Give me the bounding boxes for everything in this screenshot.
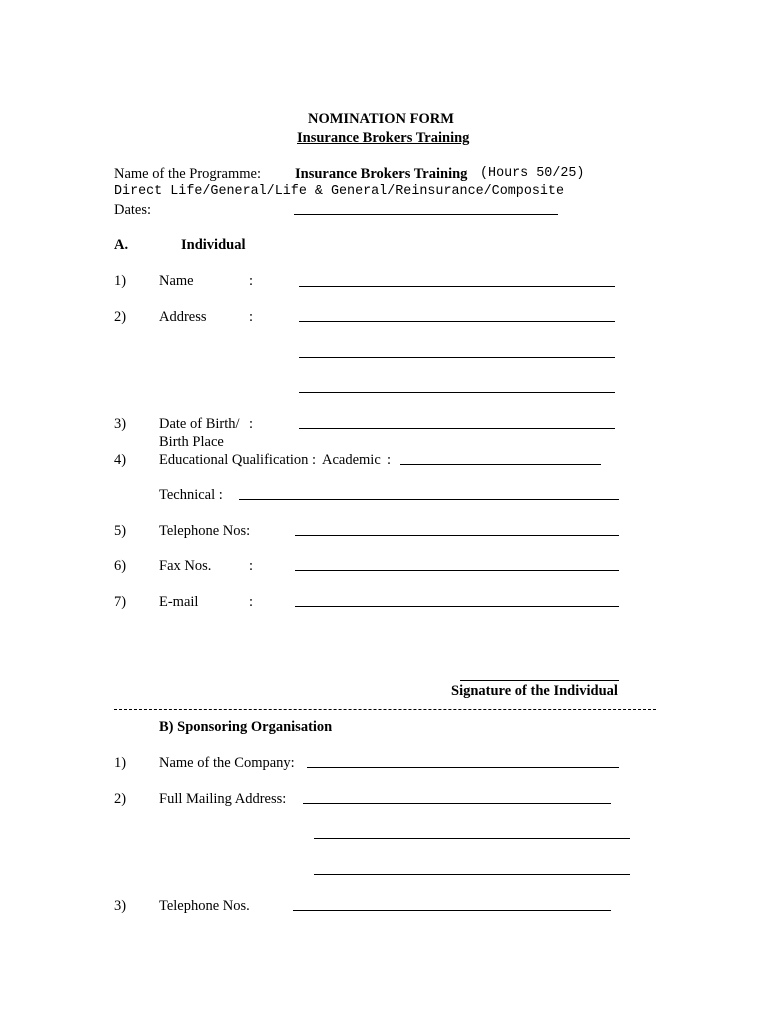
fax-number: 6) bbox=[114, 558, 127, 574]
fax-label: Fax Nos. bbox=[159, 558, 212, 574]
name-colon: : bbox=[249, 273, 254, 289]
signature-label: Signature of the Individual bbox=[451, 683, 618, 699]
technical-label: Technical : bbox=[159, 487, 223, 503]
email-number: 7) bbox=[114, 594, 127, 610]
org-telephone-field-line[interactable] bbox=[293, 910, 611, 911]
dob-label: Date of Birth/ bbox=[159, 416, 240, 432]
dob-field-line[interactable] bbox=[299, 428, 615, 429]
address-field-line-3[interactable] bbox=[299, 392, 615, 393]
company-field-line[interactable] bbox=[307, 767, 619, 768]
mailing-number: 2) bbox=[114, 791, 127, 807]
name-label: Name bbox=[159, 273, 194, 289]
signature-line[interactable] bbox=[460, 680, 619, 681]
company-label: Name of the Company: bbox=[159, 755, 295, 771]
telephone-label: Telephone Nos: bbox=[159, 523, 251, 539]
mailing-field-line-2[interactable] bbox=[314, 838, 630, 839]
section-a-letter: A. bbox=[114, 237, 129, 253]
address-field-line-2[interactable] bbox=[299, 357, 615, 358]
programme-name: Insurance Brokers Training bbox=[295, 166, 468, 182]
birth-place-label: Birth Place bbox=[159, 434, 224, 450]
programme-label: Name of the Programme: bbox=[114, 166, 261, 182]
programme-types: Direct Life/General/Life & General/Reinsurance/Composite bbox=[114, 184, 564, 199]
mailing-field-line-1[interactable] bbox=[303, 803, 611, 804]
education-label: Educational Qualification : bbox=[159, 452, 317, 468]
section-divider bbox=[114, 709, 656, 710]
mailing-label: Full Mailing Address: bbox=[159, 791, 287, 807]
dates-label: Dates: bbox=[114, 202, 152, 218]
section-b-title: B) Sponsoring Organisation bbox=[159, 719, 333, 735]
name-number: 1) bbox=[114, 273, 127, 289]
programme-hours: (Hours 50/25) bbox=[480, 166, 585, 181]
academic-label: Academic bbox=[322, 452, 381, 468]
address-colon: : bbox=[249, 309, 254, 325]
org-telephone-label: Telephone Nos. bbox=[159, 898, 250, 914]
section-a-title: Individual bbox=[181, 237, 246, 253]
address-field-line-1[interactable] bbox=[299, 321, 615, 322]
address-number: 2) bbox=[114, 309, 127, 325]
academic-colon: : bbox=[387, 452, 392, 468]
technical-field-line[interactable] bbox=[239, 499, 619, 500]
fax-field-line[interactable] bbox=[295, 570, 619, 571]
fax-colon: : bbox=[249, 558, 254, 574]
name-field-line[interactable] bbox=[299, 286, 615, 287]
address-label: Address bbox=[159, 309, 207, 325]
org-telephone-number: 3) bbox=[114, 898, 127, 914]
telephone-field-line[interactable] bbox=[295, 535, 619, 536]
telephone-number: 5) bbox=[114, 523, 127, 539]
company-number: 1) bbox=[114, 755, 127, 771]
dates-field-line[interactable] bbox=[294, 214, 558, 215]
email-colon: : bbox=[249, 594, 254, 610]
form-subtitle: Insurance Brokers Training bbox=[297, 130, 470, 146]
education-number: 4) bbox=[114, 452, 127, 468]
form-title: NOMINATION FORM bbox=[308, 111, 454, 127]
dob-number: 3) bbox=[114, 416, 127, 432]
email-field-line[interactable] bbox=[295, 606, 619, 607]
academic-field-line[interactable] bbox=[400, 464, 601, 465]
dob-colon: : bbox=[249, 416, 254, 432]
mailing-field-line-3[interactable] bbox=[314, 874, 630, 875]
email-label: E-mail bbox=[159, 594, 199, 610]
